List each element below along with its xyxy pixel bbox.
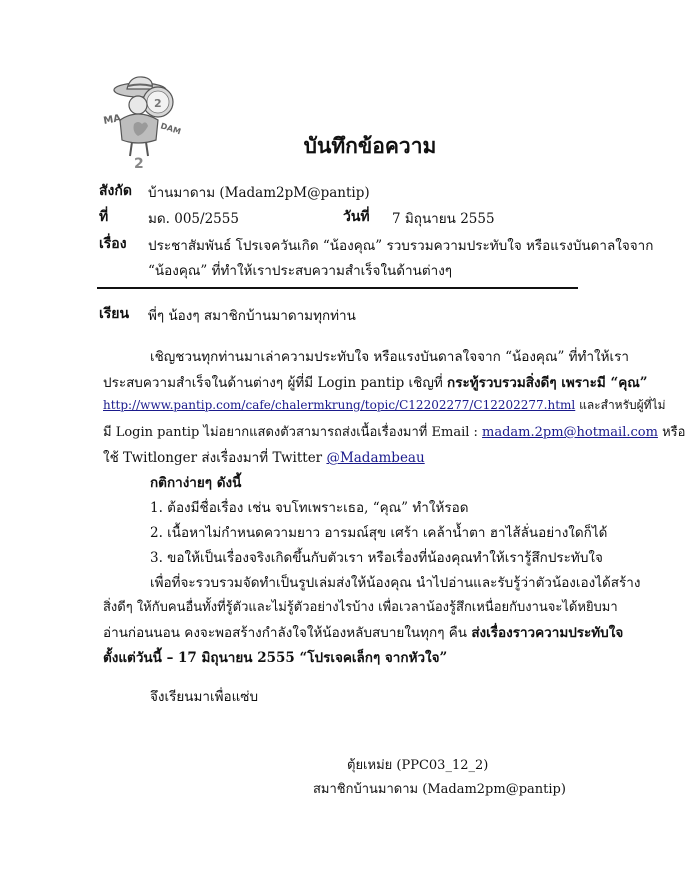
subject-label: เรื่อง <box>99 236 127 252</box>
subject-line-2: “น้องคุณ” ที่ทำให้เราประสบความสำเร็จในด้านต่างๆ <box>148 263 453 279</box>
body-p2-line-1: เพื่อที่จะรวบรวมจัดทำเป็นรูปเล่มส่งให้น้องคุณ นำไปอ่านและรับรู้ว่าตัวน้องเองได้สร้าง <box>150 575 641 591</box>
submission-emphasis: ส่งเรื่องราวความประทับใจ <box>471 625 624 641</box>
body-p1-line-5 <box>103 446 425 468</box>
signature-role: สมาชิกบ้านมาดาม (Madam2pm@pantip) <box>313 782 566 797</box>
rule-item-1: 1. ต้องมีชื่อเรื่อง เช่น จบโทเพราะเธอ, “คุณ” ทำให้รอด <box>150 500 469 516</box>
body-p2-line-4: ตั้งแต่วันนี้ – 17 มิถุนายน 2555 “โปรเจคเล็กๆ จากหัวใจ” <box>103 650 448 666</box>
rule-item-2: 2. เนื้อหาไม่กำหนดความยาว อารมณ์สุข เศร้า เคล้าน้ำตา ฮาไส้ลั่นอย่างใดก็ได้ <box>150 525 608 541</box>
subject-line-1: ประชาสัมพันธ์ โปรเจควันเกิด “น้องคุณ” รวบรวมความประทับใจ หรือแรงบันดาลใจจาก <box>148 238 654 254</box>
body-p1-line-3 <box>103 396 666 415</box>
topic-emphasis: กระทู้รวบรวมสิ่งดีๆ เพราะมี “คุณ” <box>447 375 648 391</box>
topic-link[interactable]: http://www.pantip.com/cafe/chalermkrung/topic/C12202277/C12202277.html <box>103 398 576 412</box>
body-p2-line-2: สิ่งดีๆ ให้กับคนอื่นทั้งที่รู้ตัวและไม่รู้ตัวอย่างไรบ้าง เพื่อเวลาน้องรู้สึกเหนื่อยกับงานจะได้หยิบมา <box>103 600 618 615</box>
body-p1-line-4 <box>103 421 685 442</box>
closing-text: จึงเรียนมาเพื่อแซ่บ <box>150 689 259 705</box>
header-divider <box>97 287 578 289</box>
twitter-link[interactable]: @Madambeau <box>326 450 425 466</box>
body-p1-line-2-text: ประสบความสำเร็จในด้านต่างๆ ผู้ที่มี Login pantip เชิญที่ <box>103 375 448 391</box>
from-label: สังกัด <box>99 183 132 199</box>
body-p2-line-3 <box>103 621 623 643</box>
ref-value: มด. 005/2555 <box>148 211 239 227</box>
body-p1-line-4-text: มี Login pantip ไม่อยากแสดงตัวสามารถส่งเนื้อเรื่องมาที่ Email : <box>103 425 483 440</box>
logo-text-clock: 2 <box>154 97 162 110</box>
rule-item-3: 3. ขอให้เป็นเรื่องจริงเกิดขึ้นกับตัวเรา หรือเรื่องที่น้องคุณทำให้เรารู้สึกประทับใจ <box>150 550 603 566</box>
logo-text-right: DAM <box>159 121 182 137</box>
logo-text-left: MA <box>102 113 122 127</box>
signature-name: ตุ้ยเหม่ย (PPC03_12_2) <box>347 758 489 773</box>
document-title: บันทึกข้อความ <box>303 133 437 158</box>
ref-label: ที่ <box>99 209 109 225</box>
to-value: พี่ๆ น้องๆ สมาชิกบ้านมาดามทุกท่าน <box>148 308 356 324</box>
body-p1-line-4-tail: หรือ <box>657 425 686 440</box>
body-p1-line-1: เชิญชวนทุกท่านมาเล่าความประทับใจ หรือแรงบันดาลใจจาก “น้องคุณ” ที่ทำให้เรา <box>150 349 629 365</box>
logo-text-bottom: 2 <box>134 156 144 172</box>
rules-title: กติกาง่ายๆ ดังนี้ <box>150 475 242 491</box>
body-p1-line-5-text: ใช้ Twitlonger ส่งเรื่องมาที่ Twitter <box>103 450 327 466</box>
to-label: เรียน <box>99 306 130 322</box>
from-value: บ้านมาดาม (Madam2pM@pantip) <box>148 185 370 201</box>
body-p1-line-2 <box>103 371 648 393</box>
date-label: วันที่ <box>343 209 370 225</box>
body-p2-line-3-text: อ่านก่อนนอน คงจะพอสร้างกำลังใจให้น้องหลับสบายในทุกๆ คืน <box>103 625 472 641</box>
body-p1-line-3-text: และสำหรับผู้ที่ไม่ <box>575 398 666 412</box>
email-link[interactable]: madam.2pm@hotmail.com <box>482 425 658 440</box>
date-value: 7 มิถุนายน 2555 <box>392 211 495 227</box>
